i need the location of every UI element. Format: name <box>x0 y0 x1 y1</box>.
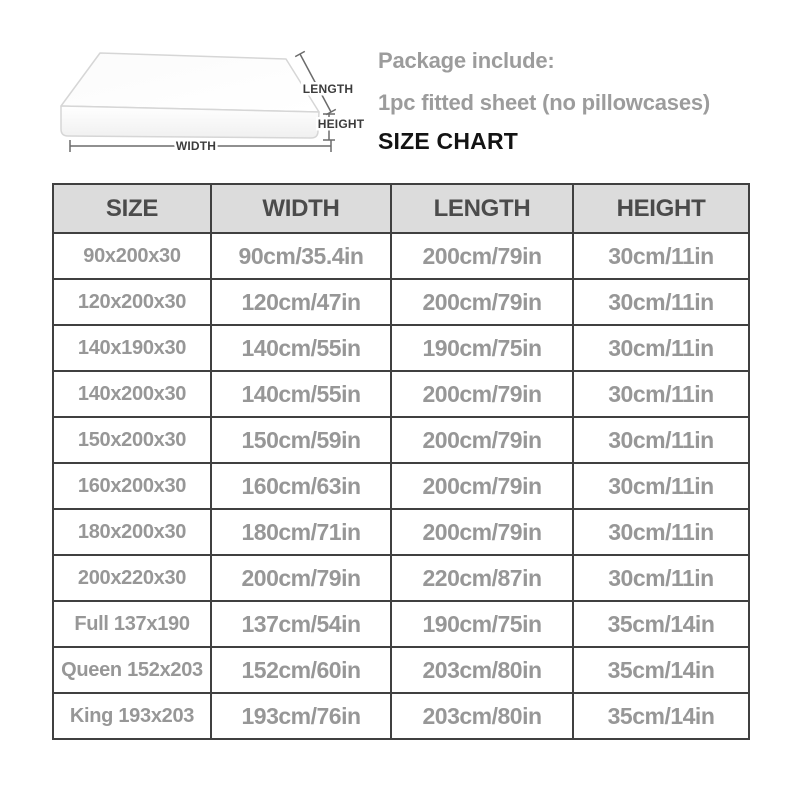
size-chart-table <box>52 183 750 740</box>
table-row <box>53 647 749 693</box>
size-cell: King 193x203 <box>53 693 211 739</box>
size-cell: 200x220x30 <box>53 555 211 601</box>
width-cell: 137cm/54in <box>211 601 391 647</box>
width-cell: 200cm/79in <box>211 555 391 601</box>
length-cell: 220cm/87in <box>391 555 573 601</box>
mattress-illustration <box>48 32 370 174</box>
size-cell: 150x200x30 <box>53 417 211 463</box>
size-cell: 120x200x30 <box>53 279 211 325</box>
size-cell: Queen 152x203 <box>53 647 211 693</box>
height-cell: 35cm/14in <box>573 647 749 693</box>
mattress-diagram <box>48 32 370 174</box>
height-cell: 30cm/11in <box>573 555 749 601</box>
header-length: LENGTH <box>391 184 573 233</box>
width-cell: 90cm/35.4in <box>211 233 391 279</box>
height-label: HEIGHT <box>317 117 365 131</box>
height-cell: 30cm/11in <box>573 233 749 279</box>
width-cell: 193cm/76in <box>211 693 391 739</box>
size-cell: Full 137x190 <box>53 601 211 647</box>
width-cell: 140cm/55in <box>211 325 391 371</box>
width-cell: 150cm/59in <box>211 417 391 463</box>
height-cell: 30cm/11in <box>573 325 749 371</box>
table-row <box>53 555 749 601</box>
size-cell: 140x190x30 <box>53 325 211 371</box>
header-height: HEIGHT <box>573 184 749 233</box>
table-row <box>53 417 749 463</box>
height-cell: 30cm/11in <box>573 509 749 555</box>
mattress-top-face <box>61 53 319 112</box>
table-row <box>53 463 749 509</box>
table-row <box>53 509 749 555</box>
height-cell: 30cm/11in <box>573 417 749 463</box>
height-cell: 35cm/14in <box>573 693 749 739</box>
length-cell: 200cm/79in <box>391 463 573 509</box>
length-cell: 200cm/79in <box>391 371 573 417</box>
length-label: LENGTH <box>302 82 354 96</box>
width-cell: 180cm/71in <box>211 509 391 555</box>
length-cell: 200cm/79in <box>391 233 573 279</box>
width-cell: 140cm/55in <box>211 371 391 417</box>
package-include-line: Package include: <box>378 48 555 73</box>
height-cell: 35cm/14in <box>573 601 749 647</box>
length-cell: 190cm/75in <box>391 325 573 371</box>
length-cell: 203cm/80in <box>391 647 573 693</box>
size-chart-title: SIZE CHART <box>378 128 518 154</box>
length-cell: 203cm/80in <box>391 693 573 739</box>
length-cell: 190cm/75in <box>391 601 573 647</box>
table-row <box>53 693 749 739</box>
length-cell: 200cm/79in <box>391 417 573 463</box>
size-cell: 90x200x30 <box>53 233 211 279</box>
height-cell: 30cm/11in <box>573 371 749 417</box>
package-info <box>378 48 710 154</box>
width-cell: 152cm/60in <box>211 647 391 693</box>
height-cell: 30cm/11in <box>573 463 749 509</box>
length-cell: 200cm/79in <box>391 279 573 325</box>
table-row <box>53 279 749 325</box>
table-header-row <box>53 184 749 233</box>
mattress-front-face <box>61 106 319 138</box>
width-cell: 160cm/63in <box>211 463 391 509</box>
package-contents-line: 1pc fitted sheet (no pillowcases) <box>378 90 711 115</box>
header-width: WIDTH <box>211 184 391 233</box>
table-row <box>53 371 749 417</box>
table-row <box>53 233 749 279</box>
header-size: SIZE <box>53 184 211 233</box>
table-row <box>53 325 749 371</box>
width-cell: 120cm/47in <box>211 279 391 325</box>
size-cell: 140x200x30 <box>53 371 211 417</box>
table-row <box>53 601 749 647</box>
height-cell: 30cm/11in <box>573 279 749 325</box>
size-cell: 180x200x30 <box>53 509 211 555</box>
width-label: WIDTH <box>175 139 217 153</box>
length-cell: 200cm/79in <box>391 509 573 555</box>
size-cell: 160x200x30 <box>53 463 211 509</box>
